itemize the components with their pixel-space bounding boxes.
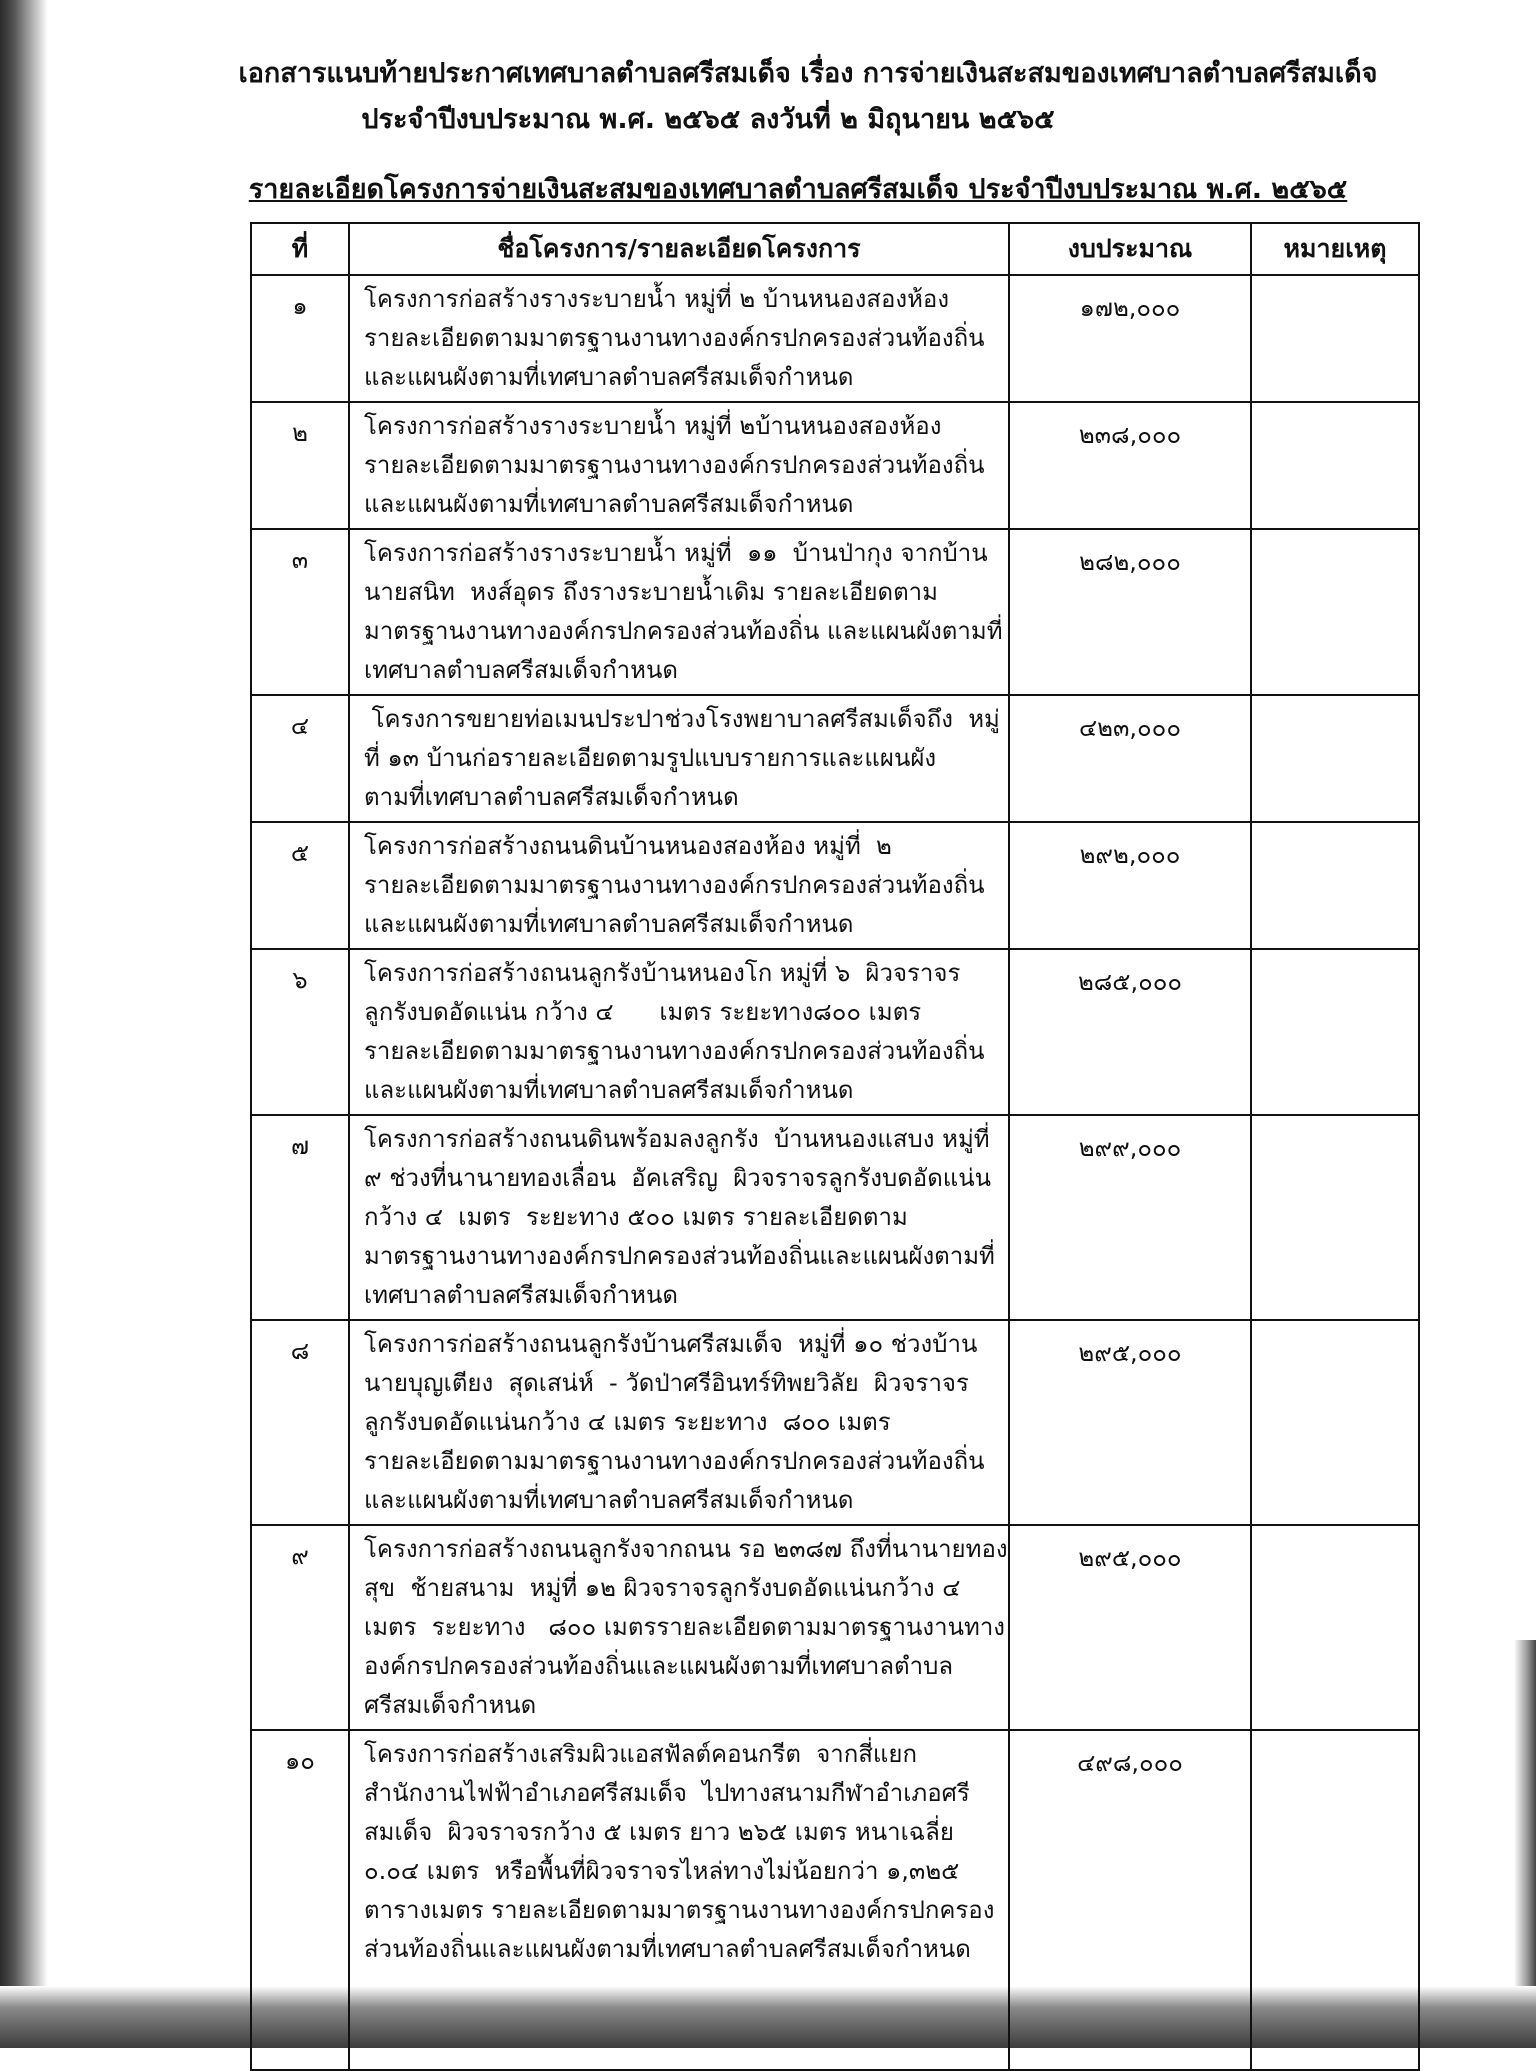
budget-amount: ๒๘๒,๐๐๐ xyxy=(1009,529,1251,695)
project-detail-line: นายบุญเตียง สุดเสน่ห์ - วัดป่าศรีอินทร์ทิพยวิลัย ผิวจราจร xyxy=(364,1369,969,1397)
project-detail xyxy=(349,1525,1009,1730)
remark-cell xyxy=(1251,402,1419,529)
table-row xyxy=(251,1525,1419,1730)
projects-table xyxy=(250,222,1420,2071)
remark-cell xyxy=(1251,1730,1419,2070)
remark-cell xyxy=(1251,275,1419,402)
project-detail-line: นายสนิท หงส์อุดร ถึงรางระบายน้ำเดิม รายละเอียดตาม xyxy=(364,578,938,606)
table-row xyxy=(251,1730,1419,2070)
project-detail-line: ๐.๐๔ เมตร หรือพื้นที่ผิวจราจรไหล่ทางไม่น้อยกว่า ๑,๓๒๕ xyxy=(364,1857,960,1885)
budget-amount: ๒๙๕,๐๐๐ xyxy=(1009,1320,1251,1525)
table-row xyxy=(251,822,1419,949)
budget-amount: ๔๙๘,๐๐๐ xyxy=(1009,1730,1251,2070)
project-detail-line: กว้าง ๔ เมตร ระยะทาง ๕๐๐ เมตร รายละเอียดตาม xyxy=(364,1203,908,1231)
project-detail-line: โครงการก่อสร้างรางระบายน้ำ หมู่ที่ ๑๑ บ้านป่ากุง จากบ้าน xyxy=(364,539,988,567)
project-detail xyxy=(349,822,1009,949)
remark-cell xyxy=(1251,1525,1419,1730)
table-row xyxy=(251,695,1419,822)
project-detail-line: และแผนผังตามที่เทศบาลตำบลศรีสมเด็จกำหนด xyxy=(364,1486,854,1514)
document-header-line2: ประจำปีงบประมาณ พ.ศ. ๒๕๖๕ ลงวันที่ ๒ มิถุนายน ๒๕๖๕ xyxy=(361,104,1055,135)
row-number: ๑๐ xyxy=(251,1730,349,2070)
header-budget: งบประมาณ xyxy=(1009,223,1251,275)
remark-cell xyxy=(1251,529,1419,695)
row-number: ๙ xyxy=(251,1525,349,1730)
header-no: ที่ xyxy=(251,223,349,275)
project-detail xyxy=(349,529,1009,695)
scan-shadow-left xyxy=(0,0,48,2048)
project-detail-line: รายละเอียดตามมาตรฐานงานทางองค์กรปกครองส่วนท้องถิ่น xyxy=(364,1037,985,1065)
header-project: ชื่อโครงการ/รายละเอียดโครงการ xyxy=(349,223,1009,275)
project-detail-line: มาตรฐานงานทางองค์กรปกครองส่วนท้องถิ่น และแผนผังตามที่ xyxy=(364,617,1003,645)
scan-shadow-right xyxy=(1514,1640,1536,2000)
remark-cell xyxy=(1251,1320,1419,1525)
table-row xyxy=(251,275,1419,402)
project-detail-line: ตารางเมตร รายละเอียดตามมาตรฐานงานทางองค์กรปกครอง xyxy=(364,1896,995,1924)
project-detail-line: เทศบาลตำบลศรีสมเด็จกำหนด xyxy=(364,656,678,684)
row-number: ๒ xyxy=(251,402,349,529)
remark-cell xyxy=(1251,1115,1419,1320)
budget-amount: ๒๓๘,๐๐๐ xyxy=(1009,402,1251,529)
row-number: ๘ xyxy=(251,1320,349,1525)
header-remark: หมายเหตุ xyxy=(1251,223,1419,275)
budget-amount: ๒๙๒,๐๐๐ xyxy=(1009,822,1251,949)
budget-amount: ๒๙๕,๐๐๐ xyxy=(1009,1525,1251,1730)
project-detail-line: โครงการก่อสร้างถนนลูกรังจากถนน รอ ๒๓๘๗ ถึงที่นานายทอง xyxy=(364,1535,1008,1563)
table-title: รายละเอียดโครงการจ่ายเงินสะสมของเทศบาลตำบลศรีสมเด็จ ประจำปีงบประมาณ พ.ศ. ๒๕๖๕ xyxy=(248,174,1348,205)
project-detail-line: มาตรฐานงานทางองค์กรปกครองส่วนท้องถิ่นและแผนผังตามที่ xyxy=(364,1242,995,1270)
project-detail-line: ๙ ช่วงที่นานายทองเลื่อน อัคเสริญ ผิวจราจรลูกรังบดอัดแน่น xyxy=(364,1164,992,1192)
project-detail-line: ส่วนท้องถิ่นและแผนผังตามที่เทศบาลตำบลศรีสมเด็จกำหนด xyxy=(364,1935,971,1963)
project-detail-line: รายละเอียดตามมาตรฐานงานทางองค์กรปกครองส่วนท้องถิ่น xyxy=(364,324,985,352)
table-body xyxy=(251,275,1419,2070)
project-detail-line: สุข ช้ายสนาม หมู่ที่ ๑๒ ผิวจราจรลูกรังบดอัดแน่นกว้าง ๔ xyxy=(364,1574,961,1602)
project-detail-line: โครงการก่อสร้างถนนดินพร้อมลงลูกรัง บ้านหนองแสบง หมู่ที่ xyxy=(364,1125,990,1153)
project-detail-line: โครงการก่อสร้างเสริมผิวแอสฟัลต์คอนกรีต จากสี่แยก xyxy=(364,1740,917,1768)
project-detail xyxy=(349,1730,1009,2070)
table-header-row xyxy=(251,223,1419,275)
project-detail-line: ลูกรังบดอัดแน่นกว้าง ๔ เมตร ระยะทาง ๘๐๐ เมตร xyxy=(364,1408,891,1436)
table-row xyxy=(251,402,1419,529)
project-detail xyxy=(349,1115,1009,1320)
project-detail-line: โครงการก่อสร้างถนนดินบ้านหนองสองห้อง หมู่ที่ ๒ xyxy=(364,832,892,860)
project-detail-line: และแผนผังตามที่เทศบาลตำบลศรีสมเด็จกำหนด xyxy=(364,910,854,938)
row-number: ๖ xyxy=(251,949,349,1115)
budget-amount: ๒๙๙,๐๐๐ xyxy=(1009,1115,1251,1320)
project-detail-line: โครงการขยายท่อเมนประปาช่วงโรงพยาบาลศรีสมเด็จถึง หมู่ xyxy=(364,705,1000,733)
project-detail-line: เทศบาลตำบลศรีสมเด็จกำหนด xyxy=(364,1281,678,1309)
project-detail-line: โครงการก่อสร้างรางระบายน้ำ หมู่ที่ ๒ บ้านหนองสองห้อง xyxy=(364,285,950,313)
project-detail xyxy=(349,1320,1009,1525)
table-row xyxy=(251,949,1419,1115)
project-detail-line: ลูกรังบดอัดแน่น กว้าง ๔ เมตร ระยะทาง๘๐๐ เมตร xyxy=(364,998,922,1026)
row-number: ๑ xyxy=(251,275,349,402)
project-detail-line: สำนักงานไฟฟ้าอำเภอศรีสมเด็จ ไปทางสนามกีฬาอำเภอศรี xyxy=(364,1779,970,1807)
project-detail-line: ที่ ๑๓ บ้านก่อรายละเอียดตามรูปแบบรายการและแผนผัง xyxy=(364,744,937,772)
table-row xyxy=(251,529,1419,695)
project-detail-line: รายละเอียดตามมาตรฐานงานทางองค์กรปกครองส่วนท้องถิ่น xyxy=(364,1447,985,1475)
project-detail xyxy=(349,949,1009,1115)
remark-cell xyxy=(1251,695,1419,822)
project-detail-line: องค์กรปกครองส่วนท้องถิ่นและแผนผังตามที่เทศบาลตำบล xyxy=(364,1652,954,1680)
project-detail-line: และแผนผังตามที่เทศบาลตำบลศรีสมเด็จกำหนด xyxy=(364,363,854,391)
budget-amount: ๑๗๒,๐๐๐ xyxy=(1009,275,1251,402)
project-detail-line: สมเด็จ ผิวจราจรกว้าง ๕ เมตร ยาว ๒๖๕ เมตร หนาเฉลี่ย xyxy=(364,1818,954,1846)
budget-amount: ๔๒๓,๐๐๐ xyxy=(1009,695,1251,822)
project-detail-line: ศรีสมเด็จกำหนด xyxy=(364,1691,537,1719)
project-detail xyxy=(349,402,1009,529)
table-row xyxy=(251,1320,1419,1525)
project-detail xyxy=(349,275,1009,402)
row-number: ๔ xyxy=(251,695,349,822)
project-detail-line: โครงการก่อสร้างรางระบายน้ำ หมู่ที่ ๒บ้านหนองสองห้อง xyxy=(364,412,942,440)
project-detail-line: โครงการก่อสร้างถนนลูกรังบ้านศรีสมเด็จ หมู่ที่ ๑๐ ช่วงบ้าน xyxy=(364,1330,978,1358)
project-detail-line: และแผนผังตามที่เทศบาลตำบลศรีสมเด็จกำหนด xyxy=(364,490,854,518)
project-detail-line: ตามที่เทศบาลตำบลศรีสมเด็จกำหนด xyxy=(364,783,739,811)
project-detail-line: รายละเอียดตามมาตรฐานงานทางองค์กรปกครองส่วนท้องถิ่น xyxy=(364,871,985,899)
table-row xyxy=(251,1115,1419,1320)
budget-amount: ๒๘๕,๐๐๐ xyxy=(1009,949,1251,1115)
remark-cell xyxy=(1251,949,1419,1115)
row-number: ๕ xyxy=(251,822,349,949)
project-detail-line: และแผนผังตามที่เทศบาลตำบลศรีสมเด็จกำหนด xyxy=(364,1076,854,1104)
document-header-line1: เอกสารแนบท้ายประกาศเทศบาลตำบลศรีสมเด็จ เรื่อง การจ่ายเงินสะสมของเทศบาลตำบลศรีสมเด็จ xyxy=(238,58,1378,89)
row-number: ๗ xyxy=(251,1115,349,1320)
project-detail-line: โครงการก่อสร้างถนนลูกรังบ้านหนองโก หมู่ที่ ๖ ผิวจราจร xyxy=(364,959,961,987)
remark-cell xyxy=(1251,822,1419,949)
project-detail-line: รายละเอียดตามมาตรฐานงานทางองค์กรปกครองส่วนท้องถิ่น xyxy=(364,451,985,479)
project-detail xyxy=(349,695,1009,822)
row-number: ๓ xyxy=(251,529,349,695)
project-detail-line: เมตร ระยะทาง ๘๐๐ เมตรรายละเอียดตามมาตรฐานงานทาง xyxy=(364,1613,1006,1641)
